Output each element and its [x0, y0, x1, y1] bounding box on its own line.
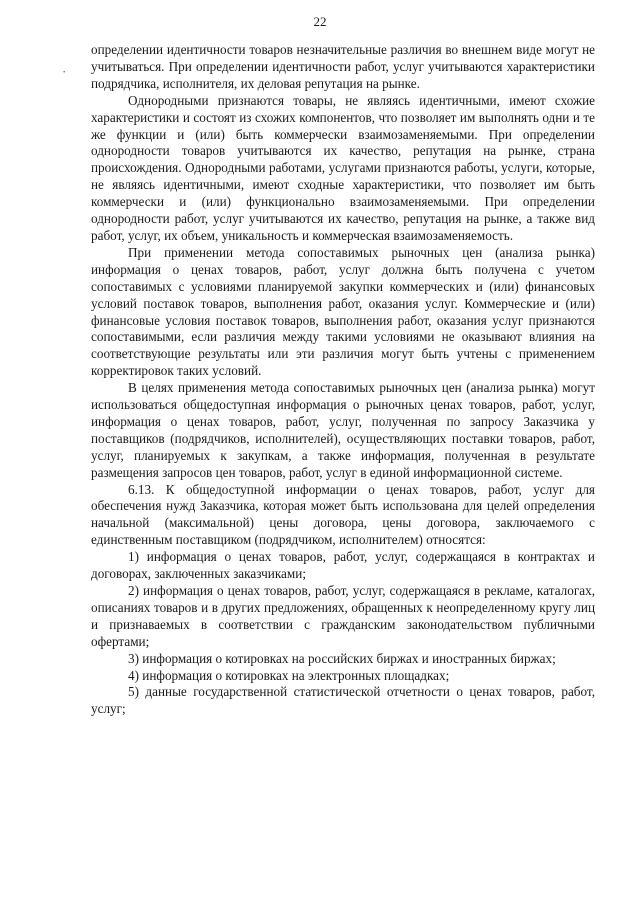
- paragraph-market-method: При применении метода сопоставимых рыночных цен (анализа рынка) информация о ценах товаров, работ, услуг должна быть получена с учетом сопоставимых с условиями планируемой закупки коммерческих и (или) финансовых условий поставок товаров, выполнения работ, оказания услуг. Коммерческие и (или) финансовые условия поставок товаров, выполнения работ, оказания услуг признаются сопоставимыми, если различия между такими условиями не оказывают влияния на соответствующие результаты или эти различия могут быть учтены с применением корректировок таких условий.: [91, 244, 595, 379]
- list-item-2: 2) информация о ценах товаров, работ, услуг, содержащаяся в рекламе, каталогах, описаниях товаров и в других предложениях, обращенных к неопределенному кругу лиц и признаваемых в соответствии с гражданским законодательством публичными офертами;: [91, 583, 595, 649]
- list-item-3: 3) информация о котировках на российских биржах и иностранных биржах;: [128, 650, 556, 666]
- list-item-1: 1) информация о ценах товаров, работ, услуг, содержащаяся в контрактах и договорах, заключенных заказчиками;: [91, 549, 595, 582]
- list-item-4: 4) информация о котировках на электронных площадках;: [128, 667, 450, 683]
- paragraph-homogeneous-goods: Однородными признаются товары, не являясь идентичными, имеют схожие характеристики и состоят из схожих компонентов, что позволяет им выполнять одни и те же функции и (или) быть коммерчески взаимозаменяемыми. При определении однородности товаров учитываются их качество, репутация на рынке, страна происхождения. Однородными работами, услугами признаются работы, услуги, которые, не являясь идентичными, имеют сходные характеристики, что позволяет им быть коммерчески и (или) функционально взаимозаменяемыми. При определении однородности работ, услуг учитываются их качество, репутация на рынке, а также вид работ, услуг, их объем, уникальность и коммерческая взаимозаменяемость.: [91, 92, 595, 243]
- paragraph-identity-continuation: определении идентичности товаров незначительные различия во внешнем виде могут не учитываться. При определении идентичности работ, услуг учитываются характеристики подрядчика, исполнителя, их деловая репутация на рынке.: [91, 42, 595, 91]
- paragraph-clause-6-13: 6.13. К общедоступной информации о ценах товаров, работ, услуг для обеспечения нужд Заказчика, которая может быть использована для целей определения начальной (максимальной) цены договора, цены договора, заключаемого с единственным поставщиком (подрядчиком, исполнителем) относятся:: [91, 481, 595, 548]
- margin-mark: ·: [62, 64, 67, 79]
- document-body: [91, 42, 595, 718]
- paragraph-public-information: В целях применения метода сопоставимых рыночных цен (анализа рынка) могут использоваться общедоступная информация о рыночных ценах товаров, работ, услуг, информация о ценах товаров, работ, услуг, полученная по запросу Заказчика у поставщиков (подрядчиков, исполнителей), осуществляющих поставки товаров, работ, услуг, планируемых к закупкам, а также информация, полученная в результате размещения запросов цен товаров, работ, услуг в единой информационной системе.: [91, 380, 595, 480]
- list-item-5: 5) данные государственной статистической отчетности о ценах товаров, работ, услуг;: [91, 684, 595, 717]
- page-number: 22: [313, 14, 327, 29]
